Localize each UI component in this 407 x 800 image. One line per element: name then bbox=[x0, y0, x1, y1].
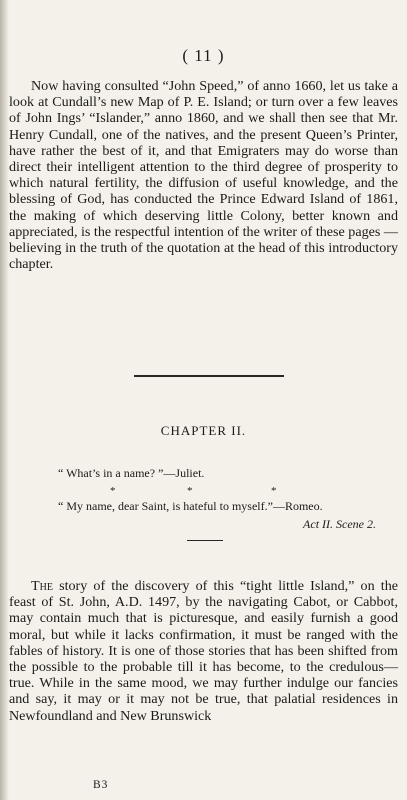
epigraph-source: Act II. Scene 2. bbox=[303, 517, 376, 531]
page-number: ( 11 ) bbox=[182, 46, 225, 65]
star-3: * bbox=[271, 485, 277, 497]
epigraph-divider bbox=[187, 540, 223, 541]
star-2: * bbox=[187, 485, 193, 497]
paragraph-chapter-2-body: story of the discovery of this “tight little Island,” on the feast of St. John, A.D. 1497, by the navigating Cabot, or Cabbot, may contain much that is picturesque, and easily furnish a good moral, but while it lacks confirmation, it must be ranged with the fables of history. It is one of those stories that has been shifted from the possible to the probable till it has become, to the credulous—true. While in the same mood, we may further indulge our fancies and say, it may or it may not be true, that palatial residences in Newfoundland and New Brunswick bbox=[9, 578, 398, 724]
signature-mark: B3 bbox=[93, 779, 109, 791]
star-1: * bbox=[110, 485, 116, 497]
section-divider bbox=[134, 375, 284, 377]
epigraph-line-1: “ What’s in a name? ”—Juliet. bbox=[58, 466, 205, 480]
paragraph-chapter-2 bbox=[9, 578, 398, 724]
page-edge-shadow bbox=[0, 0, 9, 800]
book-page bbox=[9, 0, 398, 800]
chapter-heading: CHAPTER II. bbox=[160, 423, 247, 438]
lead-word: The bbox=[31, 578, 53, 594]
epigraph-line-2: “ My name, dear Saint, is hateful to myself.”—Romeo. bbox=[58, 499, 323, 513]
epigraph-stars bbox=[9, 485, 398, 497]
paragraph-intro: Now having consulted “John Speed,” of anno 1660, let us take a look at Cundall’s new Map of P. E. Island; or turn over a few leaves of John Ings’ “Islander,” anno 1860, and we shall then see that Mr. Henry Cundall, one of the natives, and the present Queen’s Printer, have rather the best of it, and that Emigraters may do worse than direct their intelligent attention to the third degree of prosperity to which natural fertility, the diffusion of useful knowledge, and the blessing of God, has conducted the Prince Edward Island of 1861, the making of which deserving little Colony, better known and appreciated, is the respectful intention of the writer of these pages —believing in the truth of the quotation at the head of this introductory chapter. bbox=[9, 78, 399, 273]
